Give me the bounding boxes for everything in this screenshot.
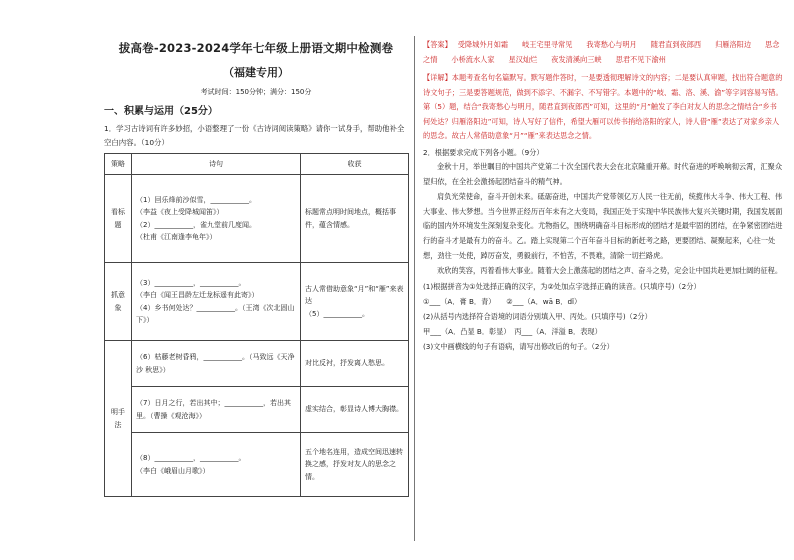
- score-line: 考试时间：150分钟；满分：150分: [200, 88, 312, 96]
- gain-cell: [301, 387, 409, 433]
- strategy-cell: 抓意象: [105, 263, 132, 341]
- gain-line: 标题常点明时间地点，概括事件，蕴含情感。: [305, 208, 396, 229]
- exam-title: 拔高卷-2023-2024学年七年级上册语文期中检测卷: [118, 41, 394, 55]
- table-row: [105, 175, 409, 263]
- table-header-cell: 策略: [105, 154, 132, 175]
- table-header-cell: 诗句: [132, 154, 301, 175]
- poem-cell: [132, 433, 301, 497]
- gain-cell: [301, 263, 409, 341]
- gain-line: （5）___________。: [305, 309, 369, 318]
- table-header-cell: 收获: [301, 154, 409, 175]
- section-heading: 一、积累与运用（25分）: [104, 106, 218, 117]
- strategy-table: [104, 153, 409, 497]
- poem-cell: [132, 263, 301, 341]
- answer-item: 夜发清溪向三峡: [551, 54, 602, 64]
- passage-paragraph: 金秋十月，举世瞩目的中国共产党第二十次全国代表大会在北京隆重开幕。时代奋进的呼唤响彻云霄，汇聚众望归依，在全社会激扬起团结奋斗的精气神。: [423, 162, 783, 187]
- answer-item: 岐王宅里寻常见: [522, 40, 573, 49]
- strategy-cell: 看标题: [105, 175, 132, 263]
- poem-line: （3）___________，___________。: [136, 278, 246, 287]
- poem-cell: [132, 387, 301, 433]
- gain-line: 古人常借助意象“月”和“雁”来表达: [305, 284, 404, 306]
- question-2-stem: 2．根据要求完成下列各小题。（9分）: [423, 147, 544, 157]
- table-header-row: [105, 154, 409, 175]
- poem-line: （1）回乐烽前沙似雪，___________。: [136, 195, 256, 204]
- answer-item: 随君直到夜郎西: [650, 40, 702, 49]
- poem-cell: [132, 341, 301, 387]
- table-row: [105, 433, 409, 497]
- passage-paragraph: 欢欣的笑容，丙着看伟大事业。随着大会上激荡起的团结之声、奋斗之势，定会让中国共赴更加壮阔的征程。: [437, 265, 783, 275]
- gain-cell: [301, 433, 409, 497]
- answer-item: 星汉灿烂: [508, 54, 538, 64]
- poem-line: （李白《闻王昌龄左迁龙标遥有此寄》）: [136, 291, 259, 299]
- exam-subtitle: （福建专用）: [223, 66, 289, 79]
- poem-line: （2）___________，雀九堂前几度闻。: [136, 220, 256, 229]
- poem-line: （杜甫《江南逢李龟年》）: [136, 233, 217, 241]
- answer-item: 受降城外月如霜: [457, 40, 509, 49]
- answer-item: 小桥流水人家: [451, 54, 495, 64]
- gain-cell: [301, 341, 409, 387]
- detail-text: 本题考查名句名篇默写。默写题作答时，一是要透彻理解诗文的内容；二是要认真审题，找出符合题意的诗文句子；三是要答题规范，做到不添字、不漏字、不写错字。本题中的“岐、霜、洛、溪、渝”等字词容易写错。第（5）题，结合“我寄愁心与明月，随君直到夜郎西”可知，这里的“月”触发了李白对友人的思念之情结合“乡书何处达？归雁洛阳边”可知，诗人写好了信件，希望大雁可以传书捎给洛阳的家人，诗人借“雁”表达了对家乡亲人的思念。故古人常借助意象“月”“雁”来表达思念之情。: [423, 73, 783, 140]
- poem-line: （8）___________，___________。: [136, 454, 246, 462]
- answer-item: 思君不见下渝州: [615, 54, 666, 64]
- table-row: [105, 387, 409, 433]
- answer-item: 归雁洛阳边: [715, 40, 752, 49]
- sub-question-options: ①___（A．膏 B．青） ②___（A．wā B．dǐ）: [423, 296, 582, 306]
- answer-block: [423, 38, 783, 67]
- sub-question-options: 甲___（A．凸显 B．彰显） 丙___（A．洋溢 B．表现）: [423, 326, 602, 336]
- gain-line: 对比反衬，抒发离人愁思。: [305, 359, 389, 368]
- poem-line: （4）乡书何处达？___________。（王湾《次北固山下》）: [136, 303, 295, 324]
- answer-item: 思念之情: [423, 40, 780, 64]
- strategy-cell: 明手法: [105, 341, 132, 497]
- detail-tag: 【详解】: [423, 73, 452, 82]
- sub-question: (3)文中画横线的句子有语病，请写出修改后的句子。（2分）: [423, 341, 614, 351]
- gain-line: 五个地名连用，造成空间迅速转换之感，抒发对友人的思念之情。: [305, 447, 403, 481]
- table-row: [105, 263, 409, 341]
- sub-question: (2)从括号内选择符合语境的词语分别填入甲、丙处。(只填序号)（2分）: [423, 311, 652, 321]
- poem-line: （李白《峨眉山月歌》）: [136, 466, 210, 475]
- gain-line: 虚实结合，彰显诗人博大胸襟。: [305, 405, 403, 414]
- question-1-text: 1．学习古诗词有许多妙招，小语整理了一份《古诗词阅读策略》请你一试身手，帮助他补全空白内容。（10分）: [104, 124, 405, 147]
- poem-line: （7）日月之行，若出其中；___________，若出其里。（曹操《观沧海》）: [136, 399, 291, 420]
- left-column: [104, 38, 408, 497]
- column-divider: [414, 36, 415, 541]
- poem-line: （李益《夜上受降城闻笛》）: [136, 208, 224, 216]
- answer-item: 我寄愁心与明月: [586, 40, 637, 49]
- sub-question: (1)根据拼音为①处选择正确的汉字，为②处加点字选择正确的读音。(只填序号)（2分）: [423, 281, 701, 291]
- right-column: [423, 38, 783, 354]
- gain-cell: [301, 175, 409, 263]
- passage-paragraph: 肩负光荣使命，奋斗开创未来。砥砺奋进，中国共产党带领亿万人民一往无前，统揽伟大斗争、伟大工程、伟大事业、伟大梦想。当今世界正经历百年未有之大变局，我国正处于实现中华民族伟大复兴关键时期，我国发展面临的国内外环境发生深刻复杂变化。尤物指亿，围绕明确奋斗目标形成的团结才是最牢固的团结，在争紧密团结进行的奋斗才是最有力的奋斗。乙。踏上实现第二个百年奋斗目标的新赶考之路，更要团结、凝聚起来，心往一处想，劲往一处使，踔厉奋发，勇毅前行，不怕苦，不畏难，清除一切拦路虎。: [423, 191, 783, 261]
- answer-tag: 【答案】: [423, 40, 452, 49]
- table-row: [105, 341, 409, 387]
- detail-block: [423, 71, 783, 144]
- poem-line: （6）枯藤老树昏鸦，___________。（马致远《天净沙 秋思》）: [136, 353, 295, 374]
- poem-cell: [132, 175, 301, 263]
